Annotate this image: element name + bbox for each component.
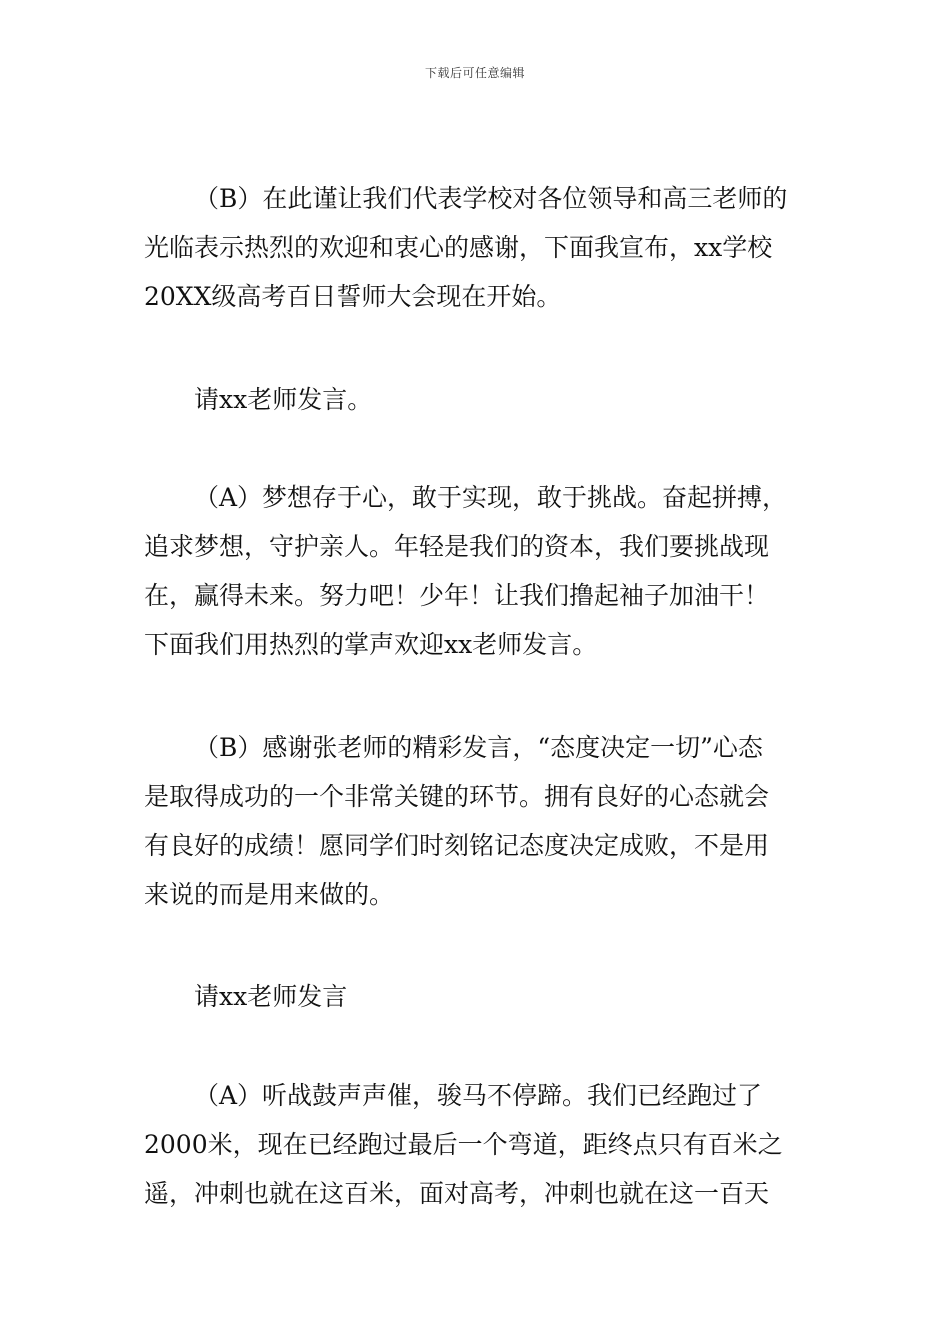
paragraph-line: （A）听战鼓声声催，骏马不停蹄。我们已经跑过了 (194, 1081, 763, 1110)
paragraph-line: （A）梦想存于心，敢于实现，敢于挑战。奋起拼搏， (194, 483, 788, 512)
paragraph-b-opening (144, 174, 809, 321)
page-header: 下载后可任意编辑 (424, 66, 525, 80)
paragraph-line: 2000米，现在已经跑过最后一个弯道，距终点只有百米之 (144, 1130, 783, 1159)
paragraph-line: 遥，冲刺也就在这百米，面对高考，冲刺也就在这一百天 (144, 1179, 770, 1208)
paragraph-line: 光临表示热烈的欢迎和衷心的感谢，下面我宣布，xx学校 (144, 233, 773, 262)
paragraph-line: 是取得成功的一个非常关键的环节。拥有良好的心态就会 (144, 782, 770, 811)
paragraph-line: 20XX级高考百日誓师大会现在开始。 (144, 282, 562, 311)
paragraph-a-dream (144, 473, 809, 669)
paragraph-line: 有良好的成绩！愿同学们时刻铭记态度决定成败，不是用 (144, 831, 770, 860)
paragraph-line: 来说的而是用来做的。 (144, 880, 395, 909)
paragraph-line: （B）感谢张老师的精彩发言，“态度决定一切”心态 (194, 733, 763, 762)
paragraph-line: （B）在此谨让我们代表学校对各位领导和高三老师的 (194, 184, 788, 213)
paragraph-invite-speaker-1 (144, 375, 809, 424)
paragraph-line: 下面我们用热烈的掌声欢迎xx老师发言。 (144, 630, 598, 659)
paragraph-b-thanks (144, 723, 809, 919)
paragraph-a-sprint (144, 1071, 809, 1218)
paragraph-line: 追求梦想，守护亲人。年轻是我们的资本，我们要挑战现 (144, 532, 770, 561)
paragraph-invite-speaker-2 (144, 972, 809, 1021)
paragraph-line: 在，赢得未来。努力吧！少年！让我们撸起袖子加油干！ (144, 581, 770, 610)
paragraph-line: 请xx老师发言。 (194, 385, 373, 414)
paragraph-line: 请xx老师发言 (194, 982, 348, 1011)
